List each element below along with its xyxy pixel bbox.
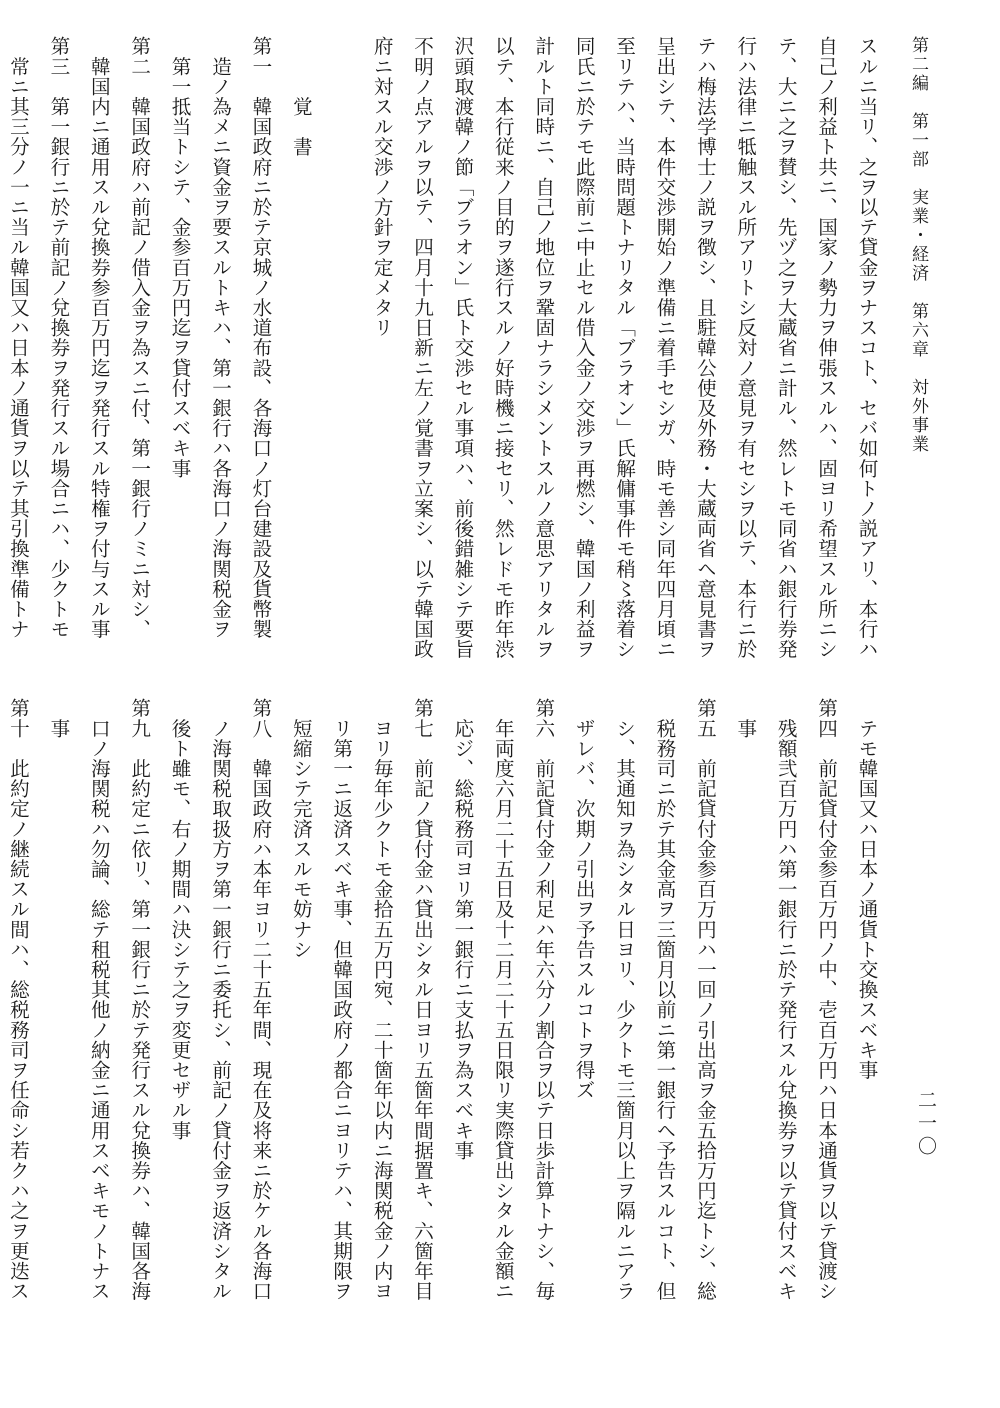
running-head: 第二編 第一部 実業・経済 第六章 対外事業: [908, 36, 928, 454]
text-line: 以テ、本行従来ノ目的ヲ遂行スルノ好時機ニ接セリ、然レドモ昨年渋: [491, 36, 515, 660]
page-number: 二一〇: [915, 1090, 937, 1159]
text-line: 第六 前記貸付金ノ利足ハ年六分ノ割合ヲ以テ日歩計算トナシ、毎: [531, 698, 555, 1301]
text-line: 応ジ、総税務司ヨリ第一銀行ニ支払ヲ為スベキ事: [450, 698, 474, 1161]
text-line: 造ノ為メニ資金ヲ要スルトキハ、第一銀行ハ各海口ノ海関税金ヲ: [208, 36, 232, 639]
text-line: テ、大ニ之ヲ賛シ、先ヅ之ヲ大蔵省ニ計ル、然レトモ同省ハ銀行券発: [774, 36, 798, 660]
text-line: 後ト雖モ、右ノ期間ハ決シテ之ヲ変更セザル事: [168, 698, 192, 1141]
text-line: 自己ノ利益ト共ニ、国家ノ勢力ヲ伸張スルハ、固ヨリ希望スル所ニシ: [814, 36, 838, 660]
text-line: 第七 前記ノ貸付金ハ貸出シタル日ヨリ五箇年間据置キ、六箇年目: [410, 698, 434, 1301]
text-line: 税務司ニ於テ其金高ヲ三箇月以前ニ第一銀行ヘ予告スルコト、但: [652, 698, 676, 1301]
text-line: ザレバ、次期ノ引出ヲ予告スルコトヲ得ズ: [572, 698, 596, 1100]
text-line: 事: [733, 698, 757, 739]
text-line: 同氏ニ於テモ此際前ニ中止セル借入金ノ交渉ヲ再燃シ、韓国ノ利益ヲ: [572, 36, 596, 660]
text-line: 第一抵当トシテ、金参百万円迄ヲ貸付スベキ事: [168, 36, 192, 479]
text-line: 常ニ其三分ノ一ニ当ル韓国又ハ日本ノ通貨ヲ以テ其引換準備トナ: [6, 36, 30, 639]
text-line: 呈出シテ、本件交渉開始ノ準備ニ着手セシガ、時モ善シ同年四月頃ニ: [652, 36, 676, 660]
text-line: 第九 此約定ニ依リ、第一銀行ニ於テ発行スル兌換券ハ、韓国各海: [127, 698, 151, 1301]
text-line: 第五 前記貸付金参百万円ハ一回ノ引出高ヲ金五拾万円迄トシ、総: [693, 698, 717, 1301]
text-line: 第八 韓国政府ハ本年ヨリ二十五年間、現在及将来ニ於ケル各海口: [248, 698, 272, 1301]
text-line: 不明ノ点アルヲ以テ、四月十九日新ニ左ノ覚書ヲ立案シ、以テ韓国政: [410, 36, 434, 660]
text-line: 府ニ対スル交渉ノ方針ヲ定メタリ: [370, 36, 394, 338]
text-line: 短縮シテ完済スルモ妨ナシ: [289, 698, 313, 960]
text-line: スルニ当リ、之ヲ以テ貸金ヲナスコト、セバ如何トノ説アリ、本行ハ: [855, 36, 878, 660]
text-line: リ第一ニ返済スベキ事、但韓国政府ノ都合ニヨリテハ、其期限ヲ: [329, 698, 353, 1301]
text-line: 計ルト同時ニ、自己ノ地位ヲ鞏固ナラシメントスルノ意思アリタルヲ: [531, 36, 555, 660]
text-line: テモ韓国又ハ日本ノ通貨ト交換スベキ事: [855, 698, 878, 1080]
text-line: 韓国内ニ通用スル兌換券参百万円迄ヲ発行スル特権ヲ付与スル事: [87, 36, 111, 639]
text-line: 第一 韓国政府ニ於テ京城ノ水道布設、各海口ノ灯台建設及貨幣製: [248, 36, 272, 639]
text-line: 口ノ海関税ハ勿論、総テ租税其他ノ納金ニ通用スベキモノトナス: [87, 698, 111, 1301]
text-line: 第三 第一銀行ニ於テ前記ノ兌換券ヲ発行スル場合ニハ、少クトモ: [46, 36, 70, 639]
text-line: 第四 前記貸付金参百万円ノ中、壱百万円ハ日本通貨ヲ以テ貸渡シ: [814, 698, 838, 1301]
text-line: ヨリ毎年少クトモ金拾五万円宛、二十箇年以内ニ海関税金ノ内ヨ: [370, 698, 394, 1301]
text-line: 第二 韓国政府ハ前記ノ借入金ヲ為スニ付、第一銀行ノミニ対シ、: [127, 36, 151, 639]
text-line: テハ梅法学博士ノ説ヲ徴シ、且駐韓公使及外務・大蔵両省ヘ意見書ヲ: [693, 36, 717, 660]
text-line: 覚 書: [289, 36, 313, 157]
text-line: 残額弐百万円ハ第一銀行ニ於テ発行スル兌換券ヲ以テ貸付スベキ: [774, 698, 798, 1301]
text-line: 年両度六月二十五日及十二月二十五日限リ実際貸出シタル金額ニ: [491, 698, 515, 1301]
text-line: [320, 36, 360, 636]
text-line: 第十 此約定ノ継続スル間ハ、総税務司ヲ任命シ若クハ之ヲ更迭ス: [6, 698, 30, 1301]
text-line: 行ハ法律ニ牴触スル所アリトシ反対ノ意見ヲ有セシヲ以テ、本行ニ於: [733, 36, 757, 660]
text-line: 事: [46, 698, 70, 739]
lower-text-block: [6, 698, 886, 1318]
text-line: シ、其通知ヲ為シタル日ヨリ、少クトモ三箇月以上ヲ隔ルニアラ: [612, 698, 636, 1301]
text-line: ノ海関税取扱方ヲ第一銀行ニ委托シ、前記ノ貸付金ヲ返済シタル: [208, 698, 232, 1301]
text-line: 沢頭取渡韓ノ節「ブラオン」氏ト交渉セル事項ハ、前後錯雑シテ要旨: [450, 36, 474, 660]
upper-text-block: [6, 36, 886, 660]
text-line: 至リテハ、当時問題トナリタル「ブラオン」氏解傭事件モ稍〻落着シ: [612, 36, 636, 660]
